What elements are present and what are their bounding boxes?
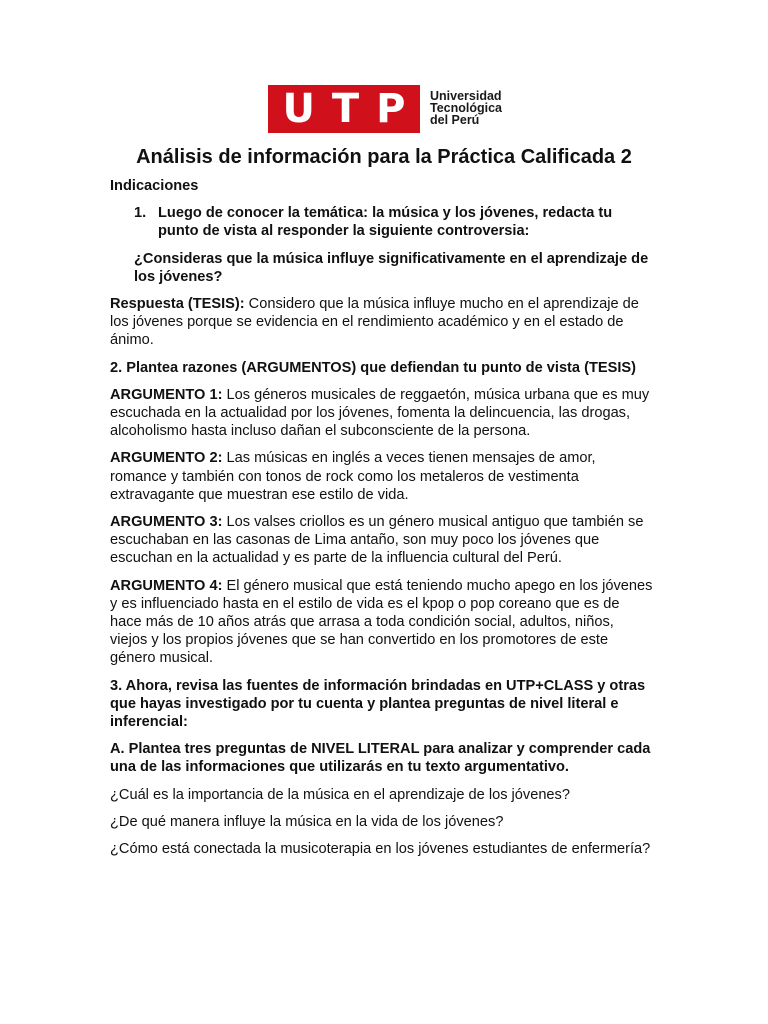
argument-text: El género musical que está teniendo mucho apego en los jóvenes y es influenciado hasta en el estilo de vida es el kpop o pop coreano que es de hace más de 10 años atrás que arrasa a toda condición social, adultos, niños, viejos y los propios jóvenes que se han convertido en los promotores de este género musical. — [110, 577, 653, 667]
logo-line-2: Tecnológica — [430, 101, 503, 115]
argument-paragraph — [110, 577, 655, 668]
item-1 — [134, 204, 655, 240]
argument-paragraph — [110, 513, 655, 568]
item-1-text: Luego de conocer la temática: la música y los jóvenes, redacta tu punto de vista al responder la siguiente controversia: — [158, 205, 613, 240]
argument-paragraph — [110, 386, 655, 441]
utp-logo — [268, 85, 502, 133]
argument-text: Los géneros musicales de reggaetón, música urbana que es muy escuchada en la actualidad por los jóvenes, fomenta la delincuencia, las drogas, alcoholismo hasta incluso dañan el subconsciente de la persona. — [110, 386, 650, 440]
argument-label: ARGUMENTO 3: — [110, 514, 223, 531]
item-1-number: 1. — [134, 205, 147, 222]
tesis-text: Considero que la música influye mucho en el aprendizaje de los jóvenes porque se evidencia en el rendimiento académico y en el estado de ánimo. — [110, 296, 639, 349]
logo-letter-u: U — [282, 86, 315, 132]
indicaciones-heading: Indicaciones — [110, 178, 199, 194]
argument-label: ARGUMENTO 1: — [110, 386, 223, 403]
document-body — [110, 177, 655, 867]
section-a-heading: A. Plantea tres preguntas de NIVEL LITERAL para analizar y comprender cada una de las informaciones que utilizarás en tu texto argumentativo. — [110, 741, 651, 776]
argument-text: Los valses criollos es un género musical antiguo que también se escuchaban en las casonas de Lima antaño, son muy poco los jóvenes que escuchan en la actualidad y es parte de la influencia cultural del Perú. — [110, 514, 644, 567]
argument-label: ARGUMENTO 4: — [110, 577, 223, 594]
literal-question: ¿De qué manera influye la música en la vida de los jóvenes? — [110, 813, 504, 830]
logo-line-1: Universidad — [430, 89, 502, 103]
argument-paragraph — [110, 449, 655, 504]
item-3-heading: 3. Ahora, revisa las fuentes de información brindadas en UTP+CLASS y otras que hayas investigado por tu cuenta y plantea preguntas de nivel literal e inferencial: — [110, 677, 646, 731]
item-2-heading: 2. Plantea razones (ARGUMENTOS) que defiendan tu punto de vista (TESIS) — [110, 359, 636, 376]
logo-letter-t: T — [331, 86, 360, 132]
argument-text: Las músicas en inglés a veces tienen mensajes de amor, romance y también con tonos de rock como los metaleros de vestimenta extravagante que muestran ese estilo de vida. — [110, 450, 596, 503]
literal-question: ¿Cuál es la importancia de la música en el aprendizaje de los jóvenes? — [110, 786, 570, 803]
argument-label: ARGUMENTO 2: — [110, 450, 223, 467]
logo-wordmark — [430, 90, 502, 126]
document-title: Análisis de información para la Práctica Calificada 2 — [136, 146, 632, 168]
logo-letter-p: P — [376, 86, 406, 132]
logo-line-3: del Perú — [430, 113, 480, 127]
tesis-label: Respuesta (TESIS): — [110, 296, 245, 313]
controversy-question: ¿Consideras que la música influye significativamente en el aprendizaje de los jóvenes? — [134, 250, 649, 285]
literal-question: ¿Cómo está conectada la musicoterapia en los jóvenes estudiantes de enfermería? — [110, 841, 651, 858]
utp-logo-mark — [268, 85, 420, 133]
tesis-paragraph — [110, 295, 655, 350]
